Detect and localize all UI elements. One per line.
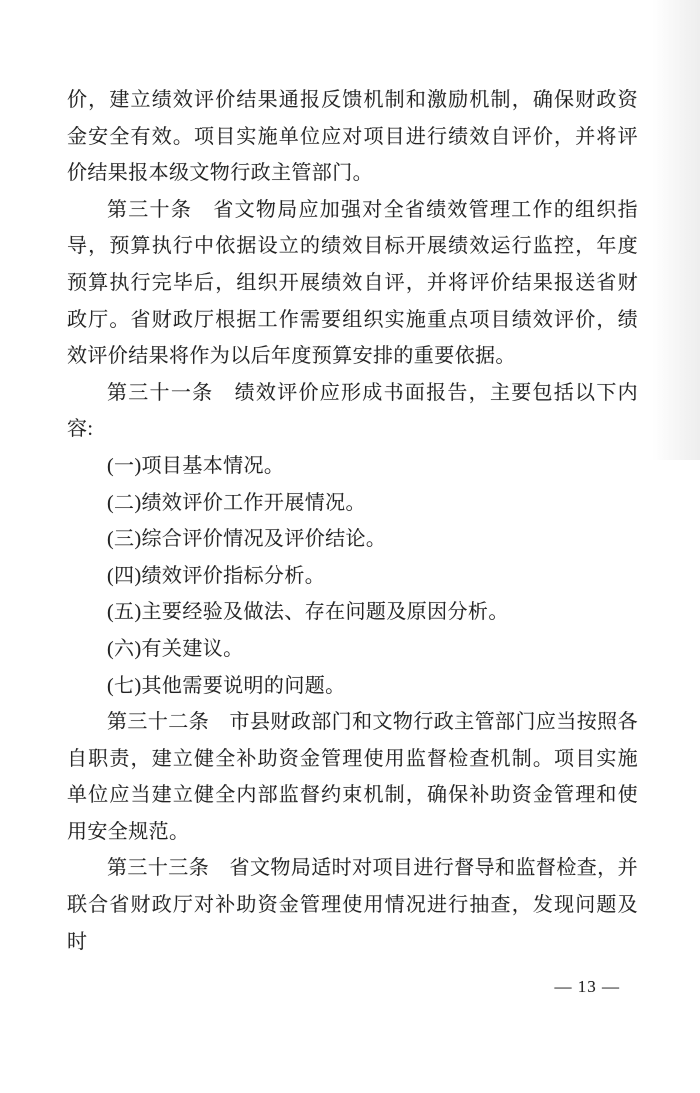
list-item-3: (三)综合评价情况及评价结论。 bbox=[107, 528, 387, 551]
paragraph-article-30: 第三十条 省文物局应加强对全省绩效管理工作的组织指导，预算执行中依据设立的绩效目标开展绩效运行监控，年度预算执行完毕后，组织开展绩效自评，并将评价结果报送省财政厅。省财政厅根据工作需要组织实施重点项目绩效评价，绩效评价结果将作为以后年度预算安排的重要依据。 bbox=[67, 198, 638, 368]
page-number: — 13 — bbox=[554, 977, 620, 997]
list-item-1: (一)项目基本情况。 bbox=[107, 454, 285, 477]
paragraph-continuation: 价，建立绩效评价结果通报反馈机制和激励机制，确保财政资金安全有效。项目实施单位应对项目进行绩效自评价，并将评价结果报本级文物行政主管部门。 bbox=[67, 89, 638, 185]
list-item-6: (六)有关建议。 bbox=[107, 637, 244, 660]
document-body bbox=[67, 82, 638, 997]
list-item-4: (四)绩效评价指标分析。 bbox=[107, 564, 326, 587]
list-item-5: (五)主要经验及做法、存在问题及原因分析。 bbox=[107, 601, 509, 624]
paragraph-article-33: 第三十三条 省文物局适时对项目进行督导和监督检查，并联合省财政厅对补助资金管理使用情况进行抽查，发现问题及时 bbox=[67, 857, 638, 953]
paragraph-article-31: 第三十一条 绩效评价应形成书面报告，主要包括以下内容: bbox=[67, 381, 638, 441]
list-item-2: (二)绩效评价工作开展情况。 bbox=[107, 491, 366, 514]
list-item-7: (七)其他需要说明的问题。 bbox=[107, 674, 346, 697]
paragraph-article-32: 第三十二条 市县财政部门和文物行政主管部门应当按照各自职责，建立健全补助资金管理使用监督检查机制。项目实施单位应当建立健全内部监督约束机制，确保补助资金管理和使用安全规范。 bbox=[67, 711, 638, 843]
